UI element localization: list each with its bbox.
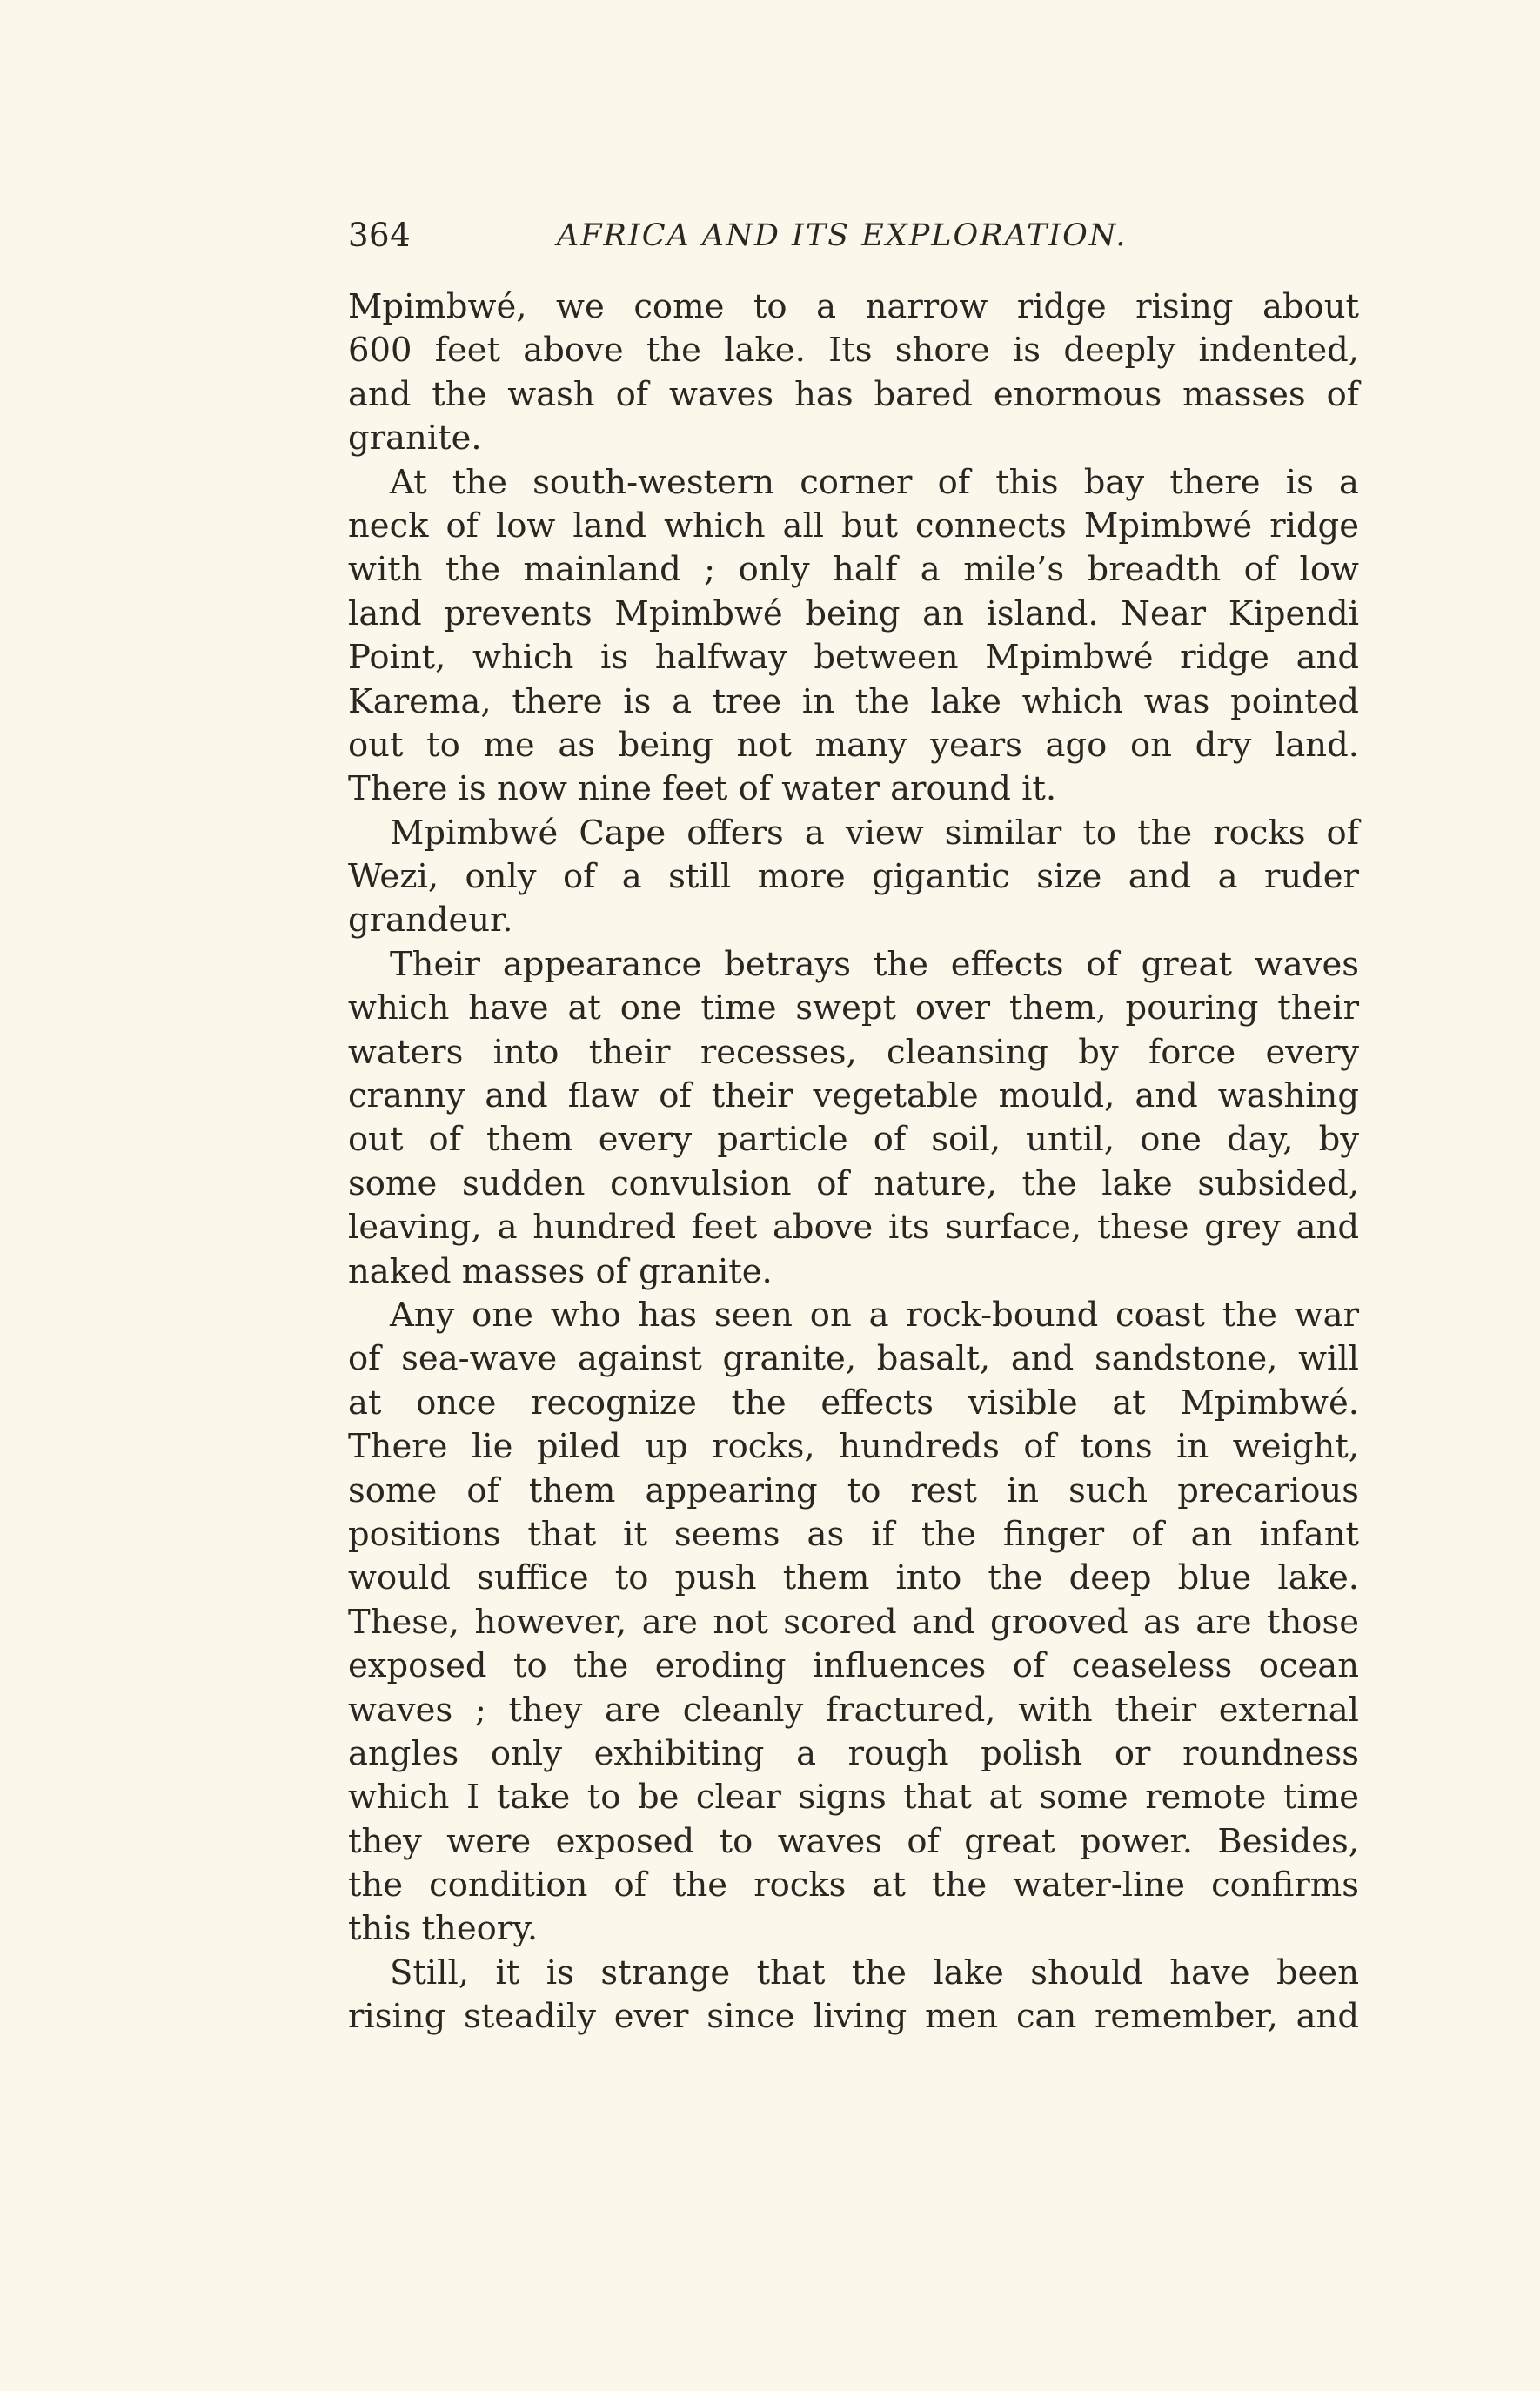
text-line: of sea-wave against granite, basalt, and sandstone, will — [348, 1339, 1359, 1379]
text-line: naked masses of granite. — [348, 1251, 773, 1291]
text-line: waters into their recesses, cleansing by force every — [348, 1032, 1359, 1072]
text-line: which I take to be clear signs that at some remote time — [348, 1778, 1359, 1818]
text-line: which have at one time swept over them, pouring their — [348, 988, 1359, 1028]
text-line: waves ; they are cleanly fractured, with their external — [348, 1690, 1359, 1730]
text-line: granite. — [348, 419, 482, 459]
text-line: Their appearance betrays the effects of great waves — [390, 944, 1359, 984]
text-line: Mpimbwé, we come to a narrow ridge rising about — [348, 287, 1359, 326]
text-line: neck of low land which all but connects Mpimbwé ridge — [348, 506, 1359, 546]
text-line: There is now nine feet of water around it. — [348, 769, 1057, 809]
text-line: Point, which is halfway between Mpimbwé ridge and — [348, 638, 1359, 678]
running-title: AFRICA AND ITS EXPLORATION. — [557, 218, 1128, 253]
text-line: Any one who has seen on a rock-bound coast the war — [390, 1295, 1359, 1335]
text-line: out to me as being not many years ago on dry land. — [348, 725, 1359, 765]
text-line: There lie piled up rocks, hundreds of tons in weight, — [348, 1427, 1359, 1467]
body-text — [348, 285, 1359, 2039]
text-line: rising steadily ever since living men can remember, and — [348, 1997, 1359, 2037]
text-line: Karema, there is a tree in the lake which was pointed — [348, 681, 1359, 721]
text-line: At the south-western corner of this bay there is a — [390, 462, 1359, 502]
text-line: at once recognize the effects visible at Mpimbwé. — [348, 1383, 1359, 1423]
text-line: Mpimbwé Cape offers a view similar to the rocks of — [390, 813, 1359, 853]
text-line: Still, it is strange that the lake should have been — [390, 1952, 1359, 1992]
page-number: 364 — [348, 217, 412, 254]
text-line: leaving, a hundred feet above its surface, these grey and — [348, 1208, 1359, 1248]
page-header — [348, 214, 1349, 258]
text-line: angles only exhibiting a rough polish or roundness — [348, 1733, 1359, 1773]
text-line: some sudden convulsion of nature, the lake subsided, — [348, 1163, 1359, 1203]
text-line: 600 feet above the lake. Its shore is deeply indented, — [348, 331, 1359, 371]
text-line: this theory. — [348, 1909, 539, 1949]
text-line: Wezi, only of a still more gigantic size and a ruder — [348, 857, 1359, 897]
text-line: some of them appearing to rest in such precarious — [348, 1470, 1359, 1510]
text-line: and the wash of waves has bared enormous masses of — [348, 374, 1359, 414]
text-line: land prevents Mpimbwé being an island. Near Kipendi — [348, 593, 1359, 633]
text-line: positions that it seems as if the finger of an infant — [348, 1514, 1359, 1554]
text-line: cranny and flaw of their vegetable mould, and washing — [348, 1076, 1359, 1116]
text-line: These, however, are not scored and grooved as are those — [348, 1602, 1359, 1642]
text-line: they were exposed to waves of great power. Besides, — [348, 1821, 1359, 1861]
text-line: grandeur. — [348, 901, 513, 941]
text-line: would suffice to push them into the deep blue lake. — [348, 1558, 1359, 1598]
text-line: with the mainland ; only half a mile’s breadth of low — [348, 550, 1359, 590]
text-line: the condition of the rocks at the water-line confirms — [348, 1865, 1359, 1905]
text-line: exposed to the eroding influences of ceaseless ocean — [348, 1646, 1359, 1686]
text-line: out of them every particle of soil, until, one day, by — [348, 1120, 1359, 1160]
